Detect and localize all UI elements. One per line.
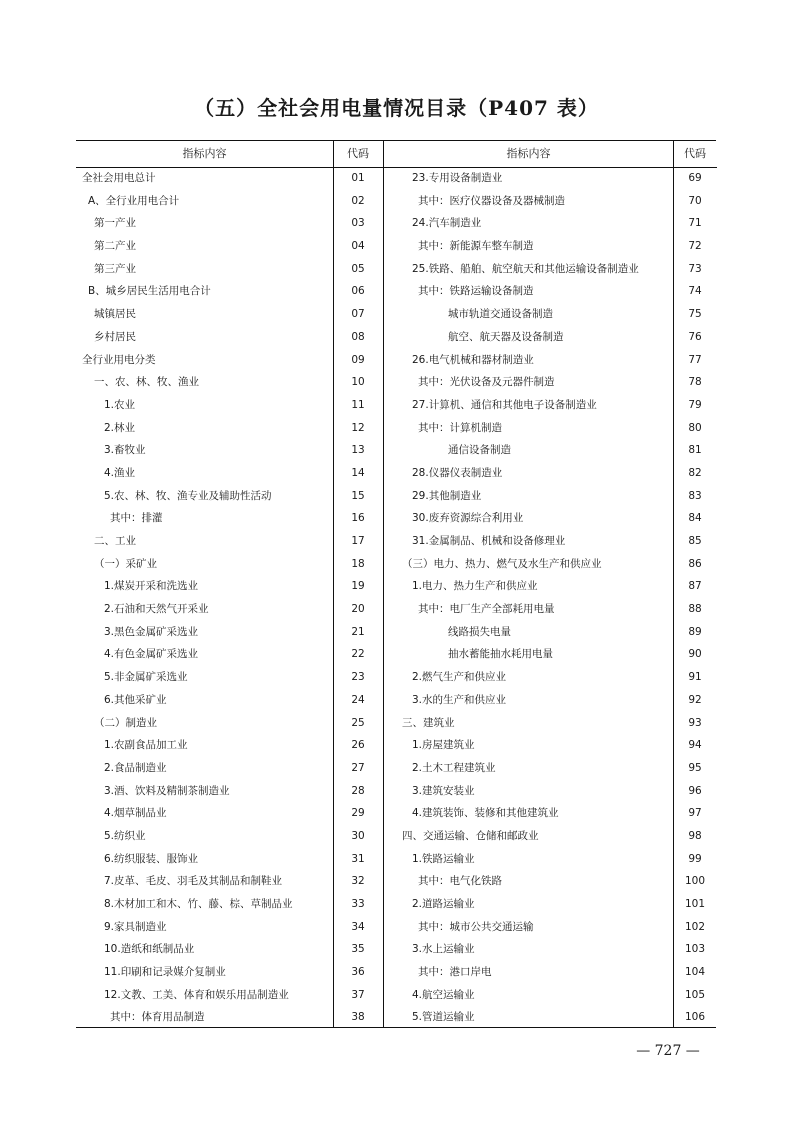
indicator-name: 其中：新能源车整车制造 bbox=[418, 240, 534, 253]
table-row bbox=[384, 575, 717, 598]
indicator-name: 其中：体育用品制造 bbox=[110, 1011, 205, 1024]
indicator-code: 101 bbox=[684, 898, 706, 910]
indicator-code: 17 bbox=[351, 535, 365, 547]
table-row bbox=[76, 938, 383, 961]
table-row bbox=[76, 870, 383, 893]
indicator-name: 4.建筑装饰、装修和其他建筑业 bbox=[412, 807, 559, 820]
indicator-name: 2.燃气生产和供应业 bbox=[412, 671, 507, 684]
indicator-name: 航空、航天器及设备制造 bbox=[448, 330, 564, 343]
indicator-name: 6.纺织服装、服饰业 bbox=[104, 852, 199, 865]
table-row bbox=[76, 734, 383, 757]
indicator-code: 103 bbox=[684, 943, 706, 956]
indicator-code: 92 bbox=[688, 693, 702, 706]
indicator-name: 第一产业 bbox=[94, 217, 136, 230]
indicator-name: 1.铁路运输业 bbox=[412, 852, 475, 865]
table-row bbox=[76, 802, 383, 825]
table-row bbox=[384, 893, 717, 916]
indicator-name: 二、工业 bbox=[94, 535, 136, 547]
table-row bbox=[76, 757, 383, 780]
right-rows bbox=[384, 167, 717, 1029]
table-row bbox=[384, 303, 717, 326]
indicator-code: 106 bbox=[684, 1011, 706, 1024]
indicator-code: 70 bbox=[688, 194, 702, 207]
indicator-name: 30.废弃资源综合利用业 bbox=[412, 512, 524, 525]
indicator-code: 76 bbox=[688, 330, 702, 343]
indicator-name: 24.汽车制造业 bbox=[412, 217, 482, 230]
indicator-name: （三）电力、热力、燃气及水生产和供应业 bbox=[402, 557, 602, 570]
indicator-code: 71 bbox=[688, 217, 702, 230]
indicator-code: 28 bbox=[351, 784, 365, 797]
indicator-name: 乡村居民 bbox=[94, 330, 136, 343]
indicator-code: 97 bbox=[688, 807, 702, 820]
indicator-code: 69 bbox=[688, 172, 702, 184]
table-row bbox=[76, 712, 383, 735]
indicator-code: 12 bbox=[351, 421, 365, 434]
indicator-name: 1.电力、热力生产和供应业 bbox=[412, 580, 538, 593]
indicator-code: 94 bbox=[688, 739, 702, 752]
indicator-code: 03 bbox=[351, 217, 365, 230]
indicator-code: 100 bbox=[684, 875, 706, 888]
table-row bbox=[76, 825, 383, 848]
indicator-name: 3.建筑安装业 bbox=[412, 784, 475, 797]
indicator-name: 其中：计算机制造 bbox=[418, 421, 502, 434]
table-row bbox=[384, 349, 717, 372]
indicator-code: 23 bbox=[351, 671, 365, 684]
indicator-code: 99 bbox=[688, 852, 702, 865]
table-row bbox=[76, 507, 383, 530]
indicator-code: 10 bbox=[351, 376, 365, 389]
table-row bbox=[76, 553, 383, 576]
table-row bbox=[76, 643, 383, 666]
indicator-code: 37 bbox=[351, 988, 365, 1001]
table-row bbox=[384, 780, 717, 803]
table-row bbox=[76, 417, 383, 440]
indicator-name: 第三产业 bbox=[94, 262, 136, 275]
indicator-name: （一）采矿业 bbox=[94, 557, 157, 570]
table-row bbox=[76, 326, 383, 349]
indicator-name: 城镇居民 bbox=[94, 308, 136, 321]
table-row bbox=[76, 689, 383, 712]
indicator-name: 27.计算机、通信和其他电子设备制造业 bbox=[412, 398, 597, 411]
indicator-code: 20 bbox=[351, 603, 365, 616]
indicator-code: 82 bbox=[688, 466, 702, 479]
table-row bbox=[384, 621, 717, 644]
table-row bbox=[384, 938, 717, 961]
table-row bbox=[384, 326, 717, 349]
indicator-code: 75 bbox=[688, 308, 702, 321]
indicator-name: B、城乡居民生活用电合计 bbox=[88, 285, 211, 298]
table-row bbox=[76, 235, 383, 258]
indicator-code: 18 bbox=[351, 557, 365, 570]
indicator-code: 08 bbox=[351, 330, 365, 343]
table-row bbox=[76, 394, 383, 417]
indicator-code: 19 bbox=[351, 580, 365, 593]
table-row bbox=[384, 235, 717, 258]
table-row bbox=[384, 553, 717, 576]
code-header: 代码 bbox=[347, 147, 369, 160]
indicator-name: 通信设备制造 bbox=[448, 444, 511, 457]
indicator-code: 33 bbox=[351, 898, 365, 910]
table-row bbox=[384, 190, 717, 213]
indicator-name: 8.木材加工和木、竹、藤、棕、草制品业 bbox=[104, 898, 293, 910]
indicator-code: 14 bbox=[351, 466, 365, 479]
indicator-code: 86 bbox=[688, 557, 702, 570]
table-row bbox=[76, 212, 383, 235]
table-row bbox=[76, 530, 383, 553]
indicator-code: 16 bbox=[351, 512, 365, 525]
indicator-code: 32 bbox=[351, 875, 365, 888]
table-row bbox=[384, 689, 717, 712]
indicator-name: 2.石油和天然气开采业 bbox=[104, 603, 209, 616]
indicator-code: 98 bbox=[688, 829, 702, 842]
indicator-code: 38 bbox=[351, 1011, 365, 1024]
indicator-code: 13 bbox=[351, 444, 365, 457]
indicator-code: 78 bbox=[688, 376, 702, 389]
indicator-name: 4.渔业 bbox=[104, 466, 136, 479]
left-table-header bbox=[76, 141, 383, 168]
indicator-name: 31.金属制品、机械和设备修理业 bbox=[412, 535, 566, 547]
table-row bbox=[76, 1006, 383, 1029]
indicator-header: 指标内容 bbox=[182, 147, 227, 160]
indicator-code: 91 bbox=[688, 671, 702, 684]
table-row bbox=[384, 485, 717, 508]
table-row bbox=[384, 643, 717, 666]
indicator-code: 29 bbox=[351, 807, 365, 820]
indicator-code: 102 bbox=[684, 920, 706, 933]
table-row bbox=[384, 825, 717, 848]
indicator-name: 5.农、林、牧、渔专业及辅助性活动 bbox=[104, 489, 272, 502]
indicator-name: 1.房屋建筑业 bbox=[412, 739, 475, 752]
indicator-code: 95 bbox=[688, 761, 702, 774]
indicator-name: 4.有色金属矿采选业 bbox=[104, 648, 199, 661]
indicator-code: 06 bbox=[351, 285, 365, 298]
indicator-code: 85 bbox=[688, 535, 702, 547]
indicator-code: 105 bbox=[684, 988, 706, 1001]
table-row bbox=[384, 167, 717, 190]
table-row bbox=[76, 190, 383, 213]
table-row bbox=[384, 417, 717, 440]
indicator-name: 2.食品制造业 bbox=[104, 761, 167, 774]
table-row bbox=[76, 349, 383, 372]
table-row bbox=[384, 530, 717, 553]
indicator-name: 全行业用电分类 bbox=[82, 353, 156, 366]
indicator-name: 3.水的生产和供应业 bbox=[412, 693, 507, 706]
indicator-name: 1.煤炭开采和洗选业 bbox=[104, 580, 199, 593]
page-title: （五）全社会用电量情况目录（P407 表） bbox=[194, 96, 599, 120]
left-column-group bbox=[76, 141, 383, 1027]
table-row bbox=[76, 485, 383, 508]
indicator-name: 3.水上运输业 bbox=[412, 943, 475, 956]
indicator-code: 73 bbox=[688, 262, 702, 275]
indicator-name: 3.酒、饮料及精制茶制造业 bbox=[104, 784, 230, 797]
table-row bbox=[76, 893, 383, 916]
table-row bbox=[384, 802, 717, 825]
indicator-code: 25 bbox=[351, 716, 365, 729]
page-number: — 727 — bbox=[636, 1043, 700, 1059]
indicator-code: 93 bbox=[688, 716, 702, 729]
indicator-code: 11 bbox=[351, 398, 365, 411]
table-row bbox=[384, 507, 717, 530]
table-row bbox=[384, 870, 717, 893]
table-row bbox=[76, 916, 383, 939]
indicator-code: 77 bbox=[688, 353, 702, 366]
indicator-name: （二）制造业 bbox=[94, 716, 157, 729]
indicator-name: 5.纺织业 bbox=[104, 829, 146, 842]
indicator-code: 02 bbox=[351, 194, 365, 207]
indicator-name: 28.仪器仪表制造业 bbox=[412, 466, 503, 479]
indicator-name: 其中：城市公共交通运输 bbox=[418, 920, 534, 933]
indicator-name: 25.铁路、船舶、航空航天和其他运输设备制造业 bbox=[412, 262, 639, 275]
left-rows bbox=[76, 167, 383, 1029]
indicator-header: 指标内容 bbox=[506, 147, 551, 160]
indicator-name: 其中：铁路运输设备制造 bbox=[418, 285, 534, 298]
indicator-name: 其中：排灌 bbox=[110, 512, 163, 525]
table-row bbox=[76, 280, 383, 303]
indicator-name: 5.管道运输业 bbox=[412, 1011, 475, 1024]
table-row bbox=[76, 462, 383, 485]
indicator-code: 96 bbox=[688, 784, 702, 797]
indicator-code: 72 bbox=[688, 240, 702, 253]
indicator-name: 四、交通运输、仓储和邮政业 bbox=[402, 829, 539, 842]
table-row bbox=[384, 439, 717, 462]
table-row bbox=[384, 848, 717, 871]
table-row bbox=[384, 984, 717, 1007]
indicator-name: 12.文教、工美、体育和娱乐用品制造业 bbox=[104, 988, 289, 1001]
indicator-code: 15 bbox=[351, 489, 365, 502]
indicator-code: 31 bbox=[351, 852, 365, 865]
table-row bbox=[384, 666, 717, 689]
indicator-code: 01 bbox=[351, 172, 365, 184]
indicator-name: 其中：光伏设备及元器件制造 bbox=[418, 376, 555, 389]
indicator-name: 抽水蓄能抽水耗用电量 bbox=[448, 648, 553, 661]
indicator-code: 22 bbox=[351, 648, 365, 661]
catalog-table bbox=[76, 140, 716, 1028]
indicator-code: 21 bbox=[351, 625, 365, 638]
indicator-code: 34 bbox=[351, 920, 365, 933]
indicator-name: 三、建筑业 bbox=[402, 716, 455, 729]
indicator-name: 11.印刷和记录媒介复制业 bbox=[104, 966, 226, 979]
indicator-name: 4.烟草制品业 bbox=[104, 807, 167, 820]
indicator-code: 30 bbox=[351, 829, 365, 842]
indicator-name: 3.黑色金属矿采选业 bbox=[104, 625, 199, 638]
indicator-name: 4.航空运输业 bbox=[412, 988, 475, 1001]
table-row bbox=[384, 280, 717, 303]
indicator-name: 其中：港口岸电 bbox=[418, 966, 492, 979]
table-row bbox=[384, 734, 717, 757]
indicator-code: 84 bbox=[688, 512, 702, 525]
table-row bbox=[76, 303, 383, 326]
indicator-code: 81 bbox=[688, 444, 702, 457]
indicator-name: 29.其他制造业 bbox=[412, 489, 482, 502]
table-row bbox=[76, 598, 383, 621]
indicator-code: 07 bbox=[351, 308, 365, 321]
indicator-name: 5.非金属矿采选业 bbox=[104, 671, 188, 684]
indicator-code: 74 bbox=[688, 285, 702, 298]
indicator-code: 90 bbox=[688, 648, 702, 661]
indicator-code: 87 bbox=[688, 580, 702, 593]
indicator-name: 23.专用设备制造业 bbox=[412, 172, 503, 184]
indicator-code: 80 bbox=[688, 421, 702, 434]
indicator-name: 3.畜牧业 bbox=[104, 444, 146, 457]
table-row bbox=[76, 984, 383, 1007]
table-row bbox=[384, 258, 717, 281]
indicator-name: 2.林业 bbox=[104, 421, 136, 434]
indicator-name: 线路损失电量 bbox=[448, 625, 511, 638]
table-row bbox=[384, 598, 717, 621]
table-row bbox=[76, 780, 383, 803]
indicator-name: 第二产业 bbox=[94, 240, 136, 253]
indicator-name: 其中：电厂生产全部耗用电量 bbox=[418, 603, 555, 616]
indicator-code: 24 bbox=[351, 693, 365, 706]
table-row bbox=[384, 1006, 717, 1029]
table-row bbox=[76, 575, 383, 598]
right-column-group bbox=[383, 141, 717, 1027]
indicator-code: 26 bbox=[351, 739, 365, 752]
indicator-code: 88 bbox=[688, 603, 702, 616]
table-row bbox=[384, 712, 717, 735]
indicator-code: 89 bbox=[688, 625, 702, 638]
right-table-header bbox=[384, 141, 717, 168]
indicator-name: 一、农、林、牧、渔业 bbox=[94, 376, 199, 389]
table-row bbox=[384, 212, 717, 235]
code-header: 代码 bbox=[684, 147, 706, 160]
indicator-code: 35 bbox=[351, 943, 365, 956]
indicator-name: 9.家具制造业 bbox=[104, 920, 167, 933]
indicator-code: 05 bbox=[351, 262, 365, 275]
indicator-code: 04 bbox=[351, 240, 365, 253]
indicator-code: 09 bbox=[351, 353, 365, 366]
table-row bbox=[76, 439, 383, 462]
table-row bbox=[76, 961, 383, 984]
indicator-name: 其中：医疗仪器设备及器械制造 bbox=[418, 194, 565, 207]
table-row bbox=[76, 371, 383, 394]
indicator-code: 27 bbox=[351, 761, 365, 774]
table-row bbox=[76, 167, 383, 190]
indicator-name: 7.皮革、毛皮、羽毛及其制品和制鞋业 bbox=[104, 875, 283, 888]
table-row bbox=[384, 371, 717, 394]
table-row bbox=[384, 916, 717, 939]
indicator-name: 全社会用电总计 bbox=[82, 172, 156, 184]
table-row bbox=[384, 757, 717, 780]
table-row bbox=[384, 961, 717, 984]
indicator-name: 2.土木工程建筑业 bbox=[412, 761, 496, 774]
indicator-name: 26.电气机械和器材制造业 bbox=[412, 353, 534, 366]
indicator-name: 1.农业 bbox=[104, 398, 136, 411]
indicator-name: 1.农副食品加工业 bbox=[104, 739, 188, 752]
table-row bbox=[384, 462, 717, 485]
table-row bbox=[384, 394, 717, 417]
table-row bbox=[76, 621, 383, 644]
table-row bbox=[76, 666, 383, 689]
indicator-code: 104 bbox=[684, 966, 706, 979]
indicator-name: 2.道路运输业 bbox=[412, 898, 475, 910]
indicator-code: 36 bbox=[351, 966, 365, 979]
indicator-name: 10.造纸和纸制品业 bbox=[104, 943, 195, 956]
indicator-code: 83 bbox=[688, 489, 702, 502]
indicator-code: 79 bbox=[688, 398, 702, 411]
table-row bbox=[76, 848, 383, 871]
indicator-name: 其中：电气化铁路 bbox=[418, 875, 502, 888]
indicator-name: A、全行业用电合计 bbox=[88, 194, 180, 207]
indicator-name: 城市轨道交通设备制造 bbox=[448, 308, 553, 321]
indicator-name: 6.其他采矿业 bbox=[104, 693, 167, 706]
table-row bbox=[76, 258, 383, 281]
